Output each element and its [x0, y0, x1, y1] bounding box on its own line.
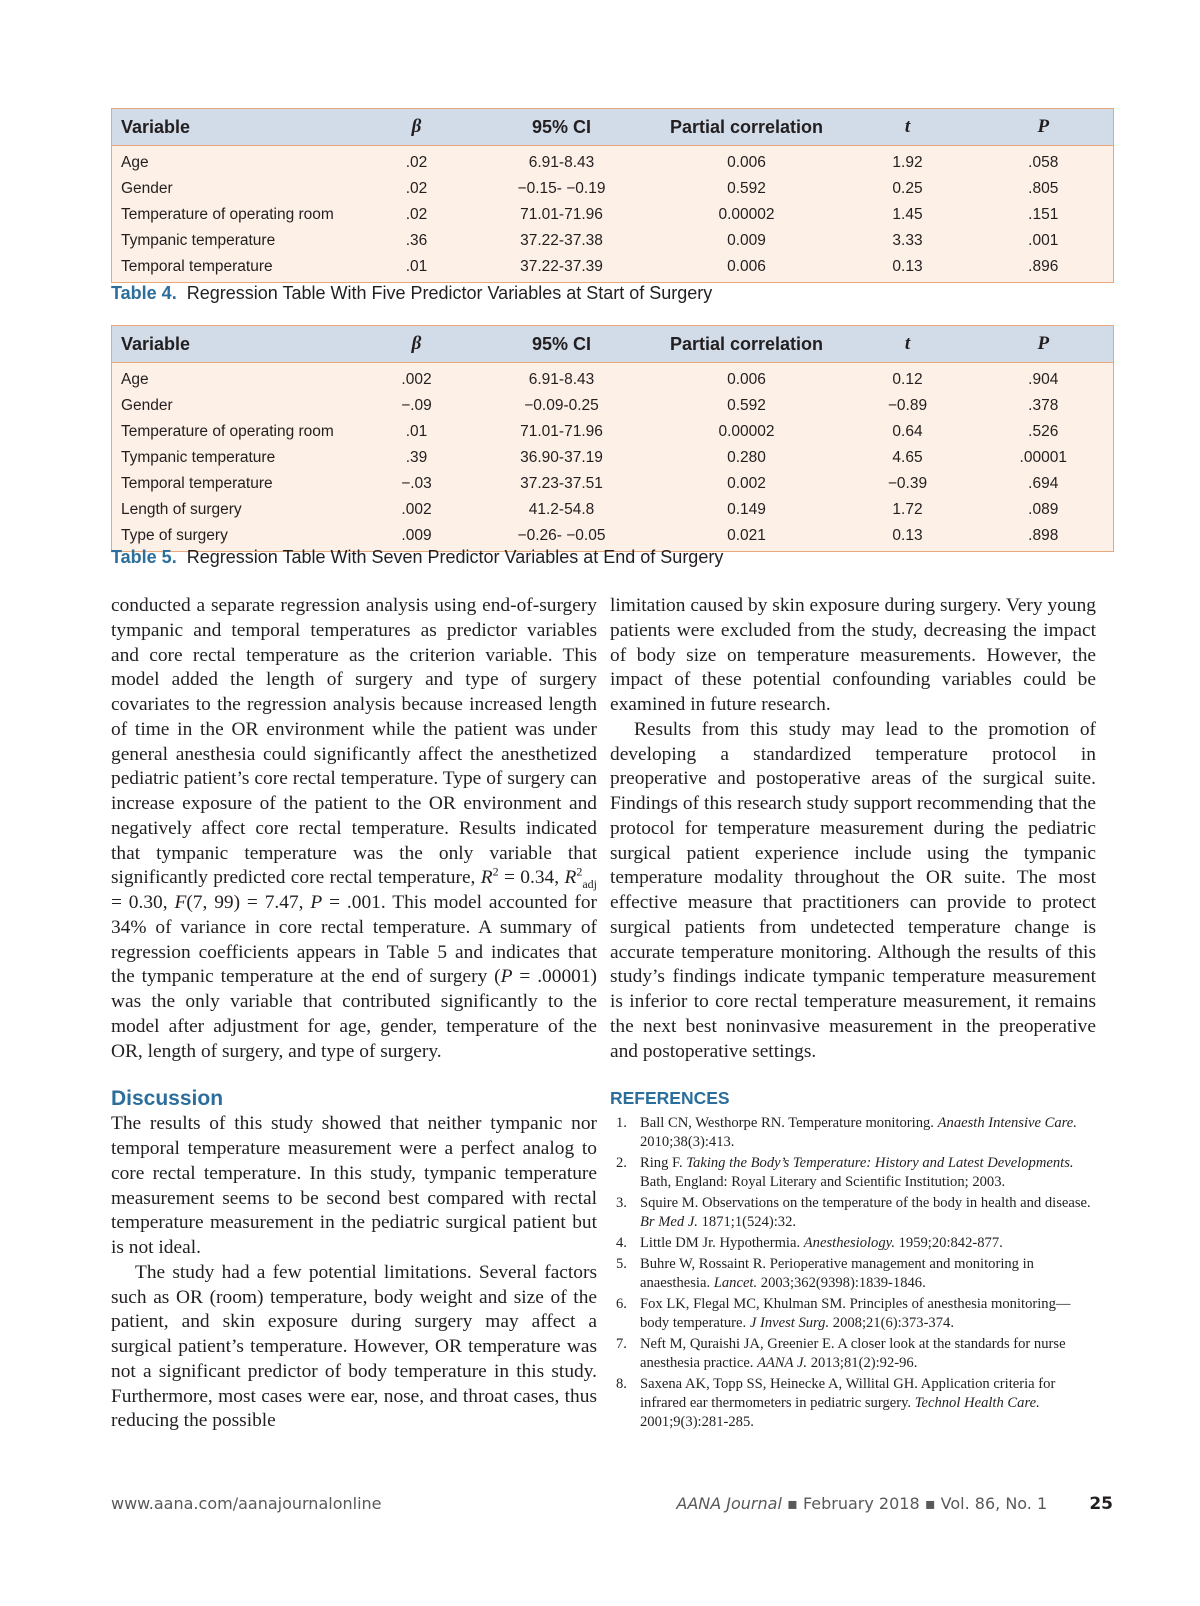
- reference-item: 6. Fox LK, Flegal MC, Khulman SM. Principles of anesthesia monitoring—body temperature. J Invest Surg. 2008;21(6):373-374.: [616, 1296, 1071, 1331]
- table-cell: −0.39: [887, 475, 928, 492]
- table-cell: 0.12: [892, 371, 923, 388]
- table-cell: 0.149: [727, 501, 766, 518]
- table-5-caption-label: Table 5.: [111, 547, 177, 567]
- table-row: [112, 202, 1114, 228]
- table-row: [112, 228, 1114, 254]
- table-4-header-p: P: [974, 109, 1114, 146]
- reference-item: 3. Squire M. Observations on the temperature of the body in health and disease. Br Med J. 1871;1(524):32.: [616, 1195, 1091, 1230]
- table-cell: 0.00002: [718, 423, 775, 440]
- table-4-header-beta: β: [362, 109, 472, 146]
- table-cell: 6.91-8.43: [528, 371, 595, 388]
- table-cell: 36.90-37.19: [520, 449, 603, 466]
- table-cell: 0.592: [727, 180, 766, 197]
- table-5-header-t: t: [842, 326, 974, 363]
- table-cell: 0.006: [727, 371, 766, 388]
- table-cell: .002: [401, 371, 432, 388]
- table-cell: 1.72: [892, 501, 923, 518]
- footer-separator: ▪: [924, 1494, 936, 1513]
- table-cell: 6.91-8.43: [528, 154, 595, 171]
- table-cell: .805: [1028, 180, 1059, 197]
- table-cell: 71.01-71.96: [520, 423, 603, 440]
- table-row: [112, 146, 1114, 177]
- table-5-header-ci: 95% CI: [472, 326, 652, 363]
- table-5-header-variable: Variable: [112, 326, 362, 363]
- table-cell: 41.2-54.8: [528, 501, 595, 518]
- reference-item: 7. Neft M, Quraishi JA, Greenier E. A closer look at the standards for nurse anesthesia practice. AANA J. 2013;81(2):92-96.: [616, 1336, 1066, 1371]
- table-cell: Gender: [121, 180, 173, 197]
- table-cell: 37.22-37.39: [520, 258, 603, 275]
- reference-item: 8. Saxena AK, Topp SS, Heinecke A, Willital GH. Application criteria for infrared ear thermometers in pediatric surgery. Technol Health Care. 2001;9(3):281-285.: [616, 1376, 1056, 1430]
- table-cell: Temperature of operating room: [121, 423, 334, 440]
- table-cell: .009: [401, 527, 432, 544]
- table-cell: .001: [1028, 232, 1059, 249]
- table-cell: Temporal temperature: [121, 258, 273, 275]
- table-row: [112, 497, 1114, 523]
- table-cell: .904: [1028, 371, 1059, 388]
- table-cell: .39: [405, 449, 428, 466]
- footer-separator: ▪: [787, 1494, 798, 1513]
- left-column: [111, 594, 597, 1434]
- table-cell: .694: [1028, 475, 1059, 492]
- table-cell: −.09: [401, 397, 432, 414]
- table-cell: .002: [401, 501, 432, 518]
- table-cell: .151: [1028, 206, 1059, 223]
- table-cell: 0.13: [892, 258, 923, 275]
- table-row: [112, 254, 1114, 283]
- table-cell: 1.45: [892, 206, 923, 223]
- table-cell: .896: [1028, 258, 1059, 275]
- table-4-caption-label: Table 4.: [111, 283, 177, 303]
- table-cell: Type of surgery: [121, 527, 228, 544]
- references-list: [610, 1114, 1096, 1432]
- table-5-caption-text: Regression Table With Seven Predictor Variables at End of Surgery: [186, 547, 724, 567]
- table-cell: Temperature of operating room: [121, 206, 334, 223]
- table-cell: 0.006: [727, 258, 766, 275]
- table-cell: .01: [405, 258, 428, 275]
- paragraph-regression-analysis: conducted a separate regression analysis using end-of-surgery tympanic and temporal temperatures as predictor variables and core rectal temperature as the criterion variable. This model added the length of surgery and type of surgery covariates to the regression analysis because increased length of time in the OR environment while the patient was under general anesthesia could significantly affect the anesthetized pediatric patient’s core rectal temperature. Type of surgery can increase exposure of the patient to the OR environment and negatively affect core rectal temperature. Results indicated that tympanic temperature was the only variable that significantly predicted core rectal temperature, $R^2 = 0.34$, $R^2_{adj} = 0.30$, F(7, 99) = 7.47, P = .001. This model accounted for 34% of variance in core rectal temperature. A summary of regression coefficients appears in Table 5 and indicates that the tympanic temperature at the end of surgery (P = .00001) was the only variable that contributed significantly to the model after adjustment for age, gender, temperature of the OR, length of surgery, and type of surgery.: [111, 595, 597, 1062]
- footer-date: February 2018: [802, 1494, 920, 1513]
- table-cell: 37.23-37.51: [520, 475, 603, 492]
- table-cell: 37.22-37.38: [520, 232, 603, 249]
- table-4: [111, 108, 1114, 283]
- footer-journal-name: AANA Journal: [676, 1494, 782, 1513]
- table-cell: 4.65: [892, 449, 923, 466]
- table-cell: .526: [1028, 423, 1059, 440]
- page-number: 25: [1089, 1494, 1113, 1514]
- table-5-caption: [111, 547, 723, 568]
- table-cell: −0.26- −0.05: [517, 527, 606, 544]
- table-cell: −0.15- −0.19: [517, 180, 606, 197]
- table-4-header-variable: Variable: [112, 109, 362, 146]
- table-cell: .02: [405, 180, 428, 197]
- table-cell: .058: [1028, 154, 1059, 171]
- table-cell: 0.280: [727, 449, 766, 466]
- table-cell: Tympanic temperature: [121, 232, 276, 249]
- table-4-header-t: t: [842, 109, 974, 146]
- table-cell: 0.25: [892, 180, 923, 197]
- footer-journal-info: [676, 1494, 1113, 1514]
- table-cell: Age: [121, 154, 149, 171]
- paragraph-limitations: The study had a few potential limitations. Several factors such as OR (room) temperature, body weight and size of the patient, and skin exposure during surgery may affect a surgical patient’s temperature. However, OR temperature was not a significant predictor of body temperature in this study. Furthermore, most cases were ear, nose, and throat cases, thus reducing the possible: [111, 1261, 597, 1432]
- table-cell: Temporal temperature: [121, 475, 273, 492]
- table-4-caption-text: Regression Table With Five Predictor Variables at Start of Surgery: [186, 283, 713, 303]
- references-heading: REFERENCES: [610, 1088, 730, 1109]
- table-4-header-row: [112, 109, 1114, 146]
- table-4-header-ci: 95% CI: [472, 109, 652, 146]
- reference-item: 2. Ring F. Taking the Body’s Temperature: History and Latest Developments. Bath, England: Royal Literary and Scientific Institution; 2003.: [616, 1155, 1074, 1190]
- table-row: [112, 363, 1114, 394]
- paragraph-discussion-results: The results of this study showed that neither tympanic nor temporal temperature measurement were a perfect analog to core rectal temperature. In this study, tympanic temperature measurement seems to be second best compared with rectal temperature measurement in the pediatric surgical patient but is not ideal.: [111, 1113, 597, 1258]
- paragraph-limitations-continued: limitation caused by skin exposure during surgery. Very young patients were excluded from the study, decreasing the impact of body size on temperature measurements. However, the impact of these potential confounding variables could be examined in future research.: [610, 595, 1096, 715]
- table-cell: .02: [405, 206, 428, 223]
- table-row: [112, 176, 1114, 202]
- table-5-header-beta: β: [362, 326, 472, 363]
- right-column: [610, 594, 1096, 1434]
- table-5-header-partial: Partial correlation: [652, 326, 842, 363]
- table-cell: 1.92: [892, 154, 923, 171]
- table-row: [112, 419, 1114, 445]
- discussion-heading: Discussion: [111, 1087, 224, 1111]
- table-row: [112, 445, 1114, 471]
- table-cell: −.03: [401, 475, 432, 492]
- table-cell: .898: [1028, 527, 1059, 544]
- table-cell: 0.009: [727, 232, 766, 249]
- table-5-header-row: [112, 326, 1114, 363]
- table-4-caption: [111, 283, 712, 304]
- table-cell: 0.64: [892, 423, 923, 440]
- table-row: [112, 393, 1114, 419]
- table-4-header-partial: Partial correlation: [652, 109, 842, 146]
- table-5: [111, 325, 1114, 552]
- table-cell: Gender: [121, 397, 173, 414]
- footer-volume: Vol. 86, No. 1: [940, 1494, 1048, 1513]
- paragraph-conclusion: Results from this study may lead to the promotion of developing a standardized temperature protocol in preoperative and postoperative areas of the surgical suite. Findings of this research study support recommending that the protocol for temperature measurement during the pediatric surgical patient experience include using the tympanic temperature modality throughout the OR suite. The most effective measure that practitioners can provide to protect surgical patients from undetected temperature change is accurate temperature monitoring. Although the results of this study’s findings indicate tympanic temperature measurement is inferior to core rectal temperature measurement, it remains the next best noninvasive measurement in the preoperative and postoperative settings.: [610, 718, 1096, 1062]
- reference-item: 4. Little DM Jr. Hypothermia. Anesthesiology. 1959;20:842-877.: [616, 1235, 1003, 1251]
- table-cell: Tympanic temperature: [121, 449, 276, 466]
- table-cell: 71.01-71.96: [520, 206, 603, 223]
- table-cell: 0.13: [892, 527, 923, 544]
- table-cell: Length of surgery: [121, 501, 242, 518]
- table-cell: .00001: [1019, 449, 1067, 466]
- table-cell: 0.592: [727, 397, 766, 414]
- table-cell: −0.09-0.25: [524, 397, 599, 414]
- table-cell: .378: [1028, 397, 1059, 414]
- table-5-header-p: P: [974, 326, 1114, 363]
- table-cell: −0.89: [887, 397, 928, 414]
- table-cell: 0.006: [727, 154, 766, 171]
- table-cell: .01: [405, 423, 428, 440]
- table-cell: .36: [405, 232, 428, 249]
- footer-url[interactable]: www.aana.com/aanajournalonline: [111, 1494, 382, 1513]
- reference-item: 5. Buhre W, Rossaint R. Perioperative management and monitoring in anaesthesia. Lancet. 2003;362(9398):1839-1846.: [616, 1256, 1034, 1291]
- table-cell: .02: [405, 154, 428, 171]
- table-cell: .089: [1028, 501, 1059, 518]
- table-cell: 0.002: [727, 475, 766, 492]
- table-cell: 3.33: [892, 232, 923, 249]
- reference-item: 1. Ball CN, Westhorpe RN. Temperature monitoring. Anaesth Intensive Care. 2010;38(3):413.: [616, 1115, 1077, 1150]
- table-cell: 0.00002: [718, 206, 775, 223]
- table-cell: 0.021: [727, 527, 766, 544]
- table-cell: Age: [121, 371, 149, 388]
- table-row: [112, 471, 1114, 497]
